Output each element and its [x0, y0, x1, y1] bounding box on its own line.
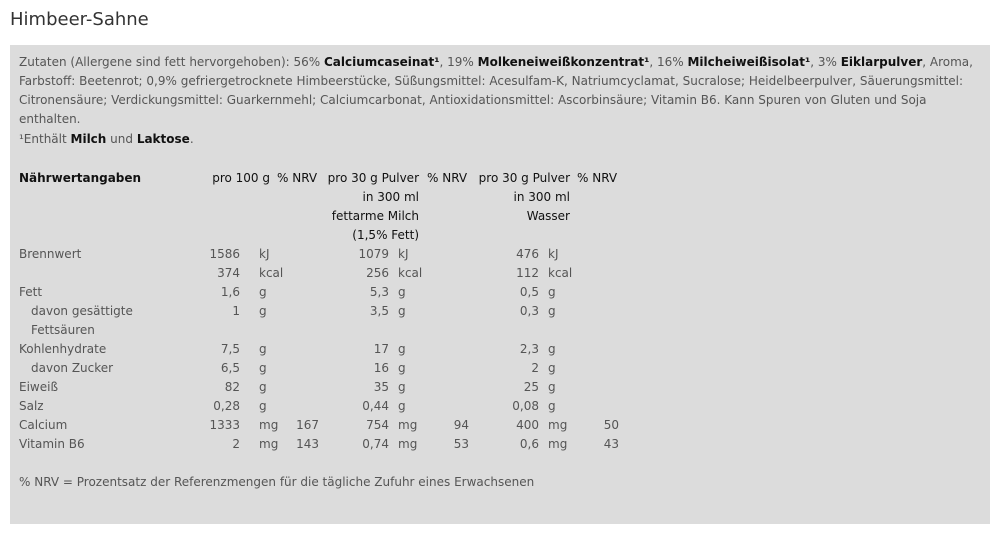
header-milk-line3: fettarme Milch — [331, 209, 419, 223]
row-label: Fettsäuren — [31, 323, 95, 337]
nrv-per-100g: 143 — [296, 437, 319, 451]
header-milk-line4: (1,5% Fett) — [352, 228, 419, 242]
header-water-line2: in 300 ml — [513, 190, 570, 204]
unit-water: mg — [548, 437, 568, 451]
unit-milk: g — [398, 380, 406, 394]
ingredients-part: , Aroma, Farbstoff: Beetenrot; 0,9% gefriergetrocknete Himbeerstücke, Süßungsmittel: Acesulfam-K, Natriumcyclamat, Sucralose; Heidelbeerpulver, Säuerungsmittel: Citronensäure; Verdickungsmittel: Guarkernmehl; Calciumcarbonat, Antioxidationsmittel: Ascorbinsäure; Vitamin B6. Kann Spuren von Gluten und Soja enthalten. — [19, 55, 973, 126]
ingredients-part: Zutaten (Allergene sind fett hervorgehoben): 56% — [19, 55, 324, 69]
value-milk: 17 — [373, 342, 389, 356]
value-per-100g: 6,5 — [220, 361, 240, 375]
unit-per-100g: mg — [259, 437, 279, 451]
row-label: Eiweiß — [19, 380, 59, 394]
value-water: 0,3 — [519, 304, 539, 318]
unit-water: g — [548, 342, 556, 356]
value-water: 400 — [516, 418, 539, 432]
unit-milk: mg — [398, 437, 418, 451]
unit-milk: kcal — [398, 266, 423, 280]
ingredients-part: , 16% — [649, 55, 688, 69]
header-milk-line2: in 300 ml — [362, 190, 419, 204]
value-per-100g: 1,6 — [220, 285, 240, 299]
header-water-line1: pro 30 g Pulver — [478, 171, 570, 185]
value-water: 0,5 — [519, 285, 539, 299]
value-water: 2 — [531, 361, 539, 375]
unit-per-100g: g — [259, 304, 267, 318]
footnote-part: und — [106, 132, 137, 146]
value-milk: 35 — [373, 380, 389, 394]
nrv-milk: 53 — [453, 437, 469, 451]
unit-milk: g — [398, 361, 406, 375]
value-milk: 754 — [366, 418, 389, 432]
value-water: 25 — [523, 380, 539, 394]
value-per-100g: 82 — [224, 380, 240, 394]
nrv-water: 43 — [603, 437, 619, 451]
unit-water: g — [548, 361, 556, 375]
unit-milk: mg — [398, 418, 418, 432]
unit-water: g — [548, 304, 556, 318]
value-water: 0,6 — [519, 437, 539, 451]
row-label: Kohlenhydrate — [19, 342, 107, 356]
value-per-100g: 1333 — [209, 418, 240, 432]
unit-milk: kJ — [398, 247, 409, 261]
header-nrv-milk: % NRV — [427, 171, 468, 185]
value-milk: 0,74 — [362, 437, 389, 451]
value-per-100g: 0,28 — [213, 399, 240, 413]
row-label: davon Zucker — [31, 361, 114, 375]
unit-water: g — [548, 380, 556, 394]
value-milk: 16 — [373, 361, 389, 375]
unit-milk: g — [398, 304, 406, 318]
unit-water: g — [548, 285, 556, 299]
product-info-panel — [10, 45, 990, 524]
nrv-legend: % NRV = Prozentsatz der Referenzmengen für die tägliche Zufuhr eines Erwachsenen — [19, 475, 535, 489]
unit-water: mg — [548, 418, 568, 432]
value-milk: 3,5 — [369, 304, 389, 318]
nutrition-header-label: Nährwertangaben — [19, 171, 142, 185]
unit-milk: g — [398, 399, 406, 413]
unit-per-100g: g — [259, 361, 267, 375]
footnote-part: . — [189, 132, 194, 146]
unit-per-100g: g — [259, 380, 267, 394]
header-milk-line1: pro 30 g Pulver — [327, 171, 419, 185]
value-water: 112 — [516, 266, 539, 280]
nrv-water: 50 — [603, 418, 619, 432]
unit-water: kcal — [548, 266, 573, 280]
allergen-molkeneiweiss: Molkeneiweißkonzentrat¹ — [477, 55, 650, 69]
value-per-100g: 374 — [217, 266, 240, 280]
value-milk: 5,3 — [369, 285, 389, 299]
value-water: 476 — [516, 247, 539, 261]
unit-water: g — [548, 399, 556, 413]
nutrition-table — [10, 45, 990, 524]
header-nrv-water: % NRV — [577, 171, 618, 185]
value-water: 0,08 — [512, 399, 539, 413]
row-label: Calcium — [19, 418, 68, 432]
value-per-100g: 7,5 — [220, 342, 240, 356]
unit-water: kJ — [548, 247, 559, 261]
value-per-100g: 1586 — [209, 247, 240, 261]
value-milk: 256 — [366, 266, 389, 280]
footnote-part: ¹Enthält — [19, 132, 71, 146]
unit-per-100g: g — [259, 285, 267, 299]
unit-milk: g — [398, 285, 406, 299]
value-milk: 0,44 — [362, 399, 389, 413]
row-label: Brennwert — [19, 247, 82, 261]
unit-per-100g: g — [259, 399, 267, 413]
allergen-eiklarpulver: Eiklarpulver — [840, 55, 923, 69]
ingredients-part: , 3% — [810, 55, 841, 69]
row-label: Fett — [19, 285, 43, 299]
row-label: Vitamin B6 — [19, 437, 85, 451]
unit-per-100g: g — [259, 342, 267, 356]
allergen-calciumcaseinat: Calciumcaseinat¹ — [323, 55, 440, 69]
header-water-line3: Wasser — [526, 209, 570, 223]
nrv-per-100g: 167 — [296, 418, 319, 432]
row-label: Salz — [19, 399, 44, 413]
unit-per-100g: kcal — [259, 266, 284, 280]
unit-per-100g: kJ — [259, 247, 270, 261]
unit-per-100g: mg — [259, 418, 279, 432]
header-per-100g: pro 100 g — [212, 171, 270, 185]
allergen-laktose: Laktose — [136, 132, 190, 146]
allergen-milcheiweiss: Milcheiweißisolat¹ — [687, 55, 811, 69]
value-milk: 1079 — [358, 247, 389, 261]
unit-milk: g — [398, 342, 406, 356]
nrv-milk: 94 — [453, 418, 469, 432]
row-label: davon gesättigte — [31, 304, 133, 318]
value-per-100g: 1 — [232, 304, 240, 318]
ingredients-part: , 19% — [439, 55, 478, 69]
value-water: 2,3 — [519, 342, 539, 356]
value-per-100g: 2 — [232, 437, 240, 451]
allergen-milch: Milch — [70, 132, 107, 146]
header-nrv-100g: % NRV — [277, 171, 318, 185]
product-title: Himbeer-Sahne — [10, 9, 149, 30]
